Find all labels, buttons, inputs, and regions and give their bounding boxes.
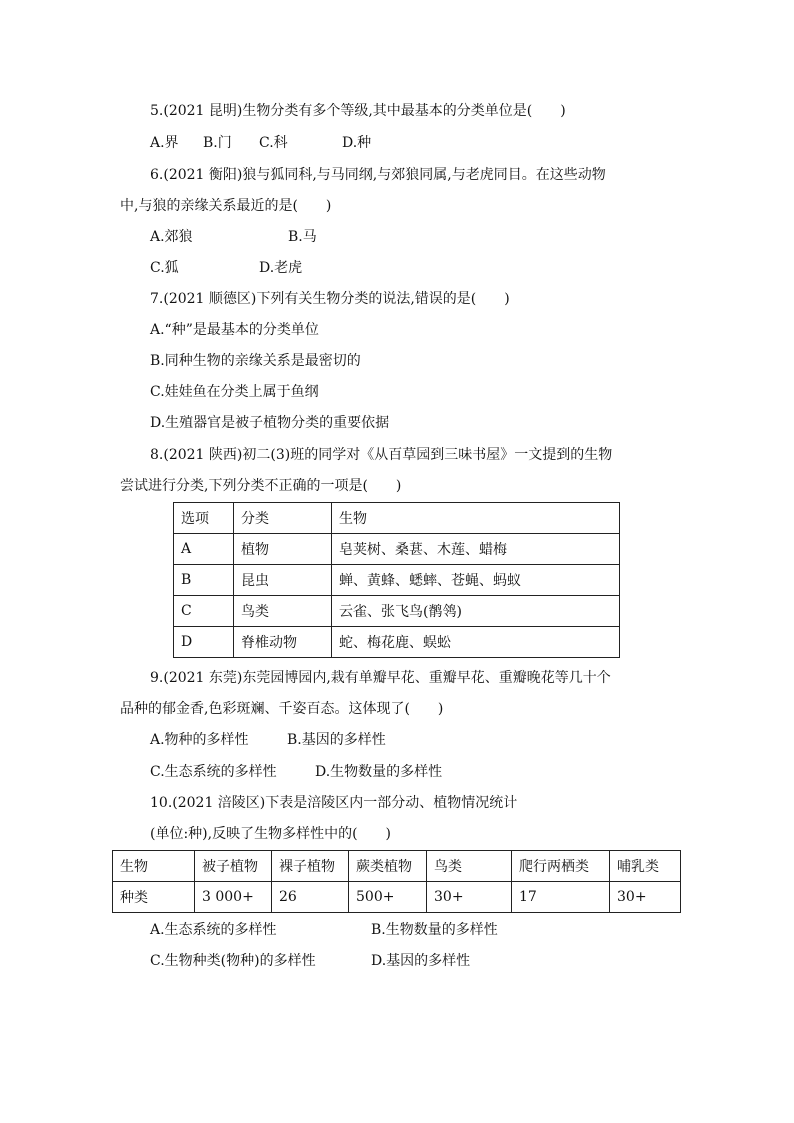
q5-option-a: A.界 bbox=[150, 135, 179, 151]
q6-option-b: B.马 bbox=[288, 229, 317, 245]
table-header-cell: 分类 bbox=[234, 503, 332, 534]
table-cell: 云雀、张飞鸟(鹡鸰) bbox=[332, 596, 620, 627]
q10-stem-line2: (单位:种),反映了生物多样性中的( ) bbox=[150, 826, 392, 842]
q10-option-b: B.生物数量的多样性 bbox=[371, 922, 498, 938]
q10-option-a: A.生态系统的多样性 bbox=[150, 922, 277, 938]
q9-stem-line2: 品种的郁金香,色彩斑斓、千姿百态。这体现了( ) bbox=[120, 701, 444, 717]
q7-option-c: C.娃娃鱼在分类上属于鱼纲 bbox=[150, 384, 319, 400]
q10-option-c: C.生物种类(物种)的多样性 bbox=[150, 953, 316, 969]
q5-option-c: C.科 bbox=[259, 135, 288, 151]
q6-stem-line1: 6.(2021 衡阳)狼与狐同科,与马同纲,与郊狼同属,与老虎同目。在这些动物 bbox=[150, 167, 606, 183]
table-header-cell: 裸子植物 bbox=[272, 851, 349, 882]
table-row bbox=[174, 596, 620, 627]
q5-stem: 5.(2021 昆明)生物分类有多个等级,其中最基本的分类单位是( ) bbox=[150, 103, 566, 119]
table-cell: 500+ bbox=[349, 882, 427, 913]
table-cell: C bbox=[174, 596, 234, 627]
q7-option-d: D.生殖器官是被子植物分类的重要依据 bbox=[150, 415, 390, 431]
table-cell: 30+ bbox=[610, 882, 681, 913]
table-row bbox=[174, 534, 620, 565]
q5-option-d: D.种 bbox=[342, 135, 372, 151]
table-header-cell: 蕨类植物 bbox=[349, 851, 427, 882]
table-header-row bbox=[174, 503, 620, 534]
table-cell: 3 000+ bbox=[195, 882, 272, 913]
table-row bbox=[174, 565, 620, 596]
q7-stem: 7.(2021 顺德区)下列有关生物分类的说法,错误的是( ) bbox=[150, 291, 510, 307]
table-cell: 30+ bbox=[427, 882, 512, 913]
table-header-cell: 选项 bbox=[174, 503, 234, 534]
q9-stem-line1: 9.(2021 东莞)东莞园博园内,栽有单瓣早花、重瓣早花、重瓣晚花等几十个 bbox=[150, 670, 611, 686]
q6-option-c: C.狐 bbox=[150, 260, 179, 276]
q6-stem-line2: 中,与狼的亲缘关系最近的是( ) bbox=[120, 198, 332, 214]
q10-stem-line1: 10.(2021 涪陵区)下表是涪陵区内一部分动、植物情况统计 bbox=[150, 795, 518, 811]
table-header-cell: 爬行两栖类 bbox=[512, 851, 610, 882]
table-header-cell: 生物 bbox=[113, 851, 195, 882]
table-cell: B bbox=[174, 565, 234, 596]
table-cell: 昆虫 bbox=[234, 565, 332, 596]
table-cell: 种类 bbox=[113, 882, 195, 913]
table-header-cell: 被子植物 bbox=[195, 851, 272, 882]
table-header-row bbox=[113, 851, 681, 882]
q9-option-a: A.物种的多样性 bbox=[150, 732, 249, 748]
table-cell: 26 bbox=[272, 882, 349, 913]
table-header-cell: 哺乳类 bbox=[610, 851, 681, 882]
q8-table bbox=[173, 502, 620, 658]
q9-option-b: B.基因的多样性 bbox=[287, 732, 386, 748]
table-cell: 脊椎动物 bbox=[234, 627, 332, 658]
table-row bbox=[113, 882, 681, 913]
q6-option-a: A.郊狼 bbox=[150, 229, 193, 245]
q9-option-c: C.生态系统的多样性 bbox=[150, 764, 277, 780]
table-cell: 蛇、梅花鹿、蜈蚣 bbox=[332, 627, 620, 658]
q8-stem-line2: 尝试进行分类,下列分类不正确的一项是( ) bbox=[120, 478, 402, 494]
table-cell: A bbox=[174, 534, 234, 565]
table-cell: 鸟类 bbox=[234, 596, 332, 627]
table-cell: 植物 bbox=[234, 534, 332, 565]
table-header-cell: 鸟类 bbox=[427, 851, 512, 882]
q6-option-d: D.老虎 bbox=[259, 260, 303, 276]
q9-option-d: D.生物数量的多样性 bbox=[315, 764, 443, 780]
q8-stem-line1: 8.(2021 陕西)初二(3)班的同学对《从百草园到三味书屋》一文提到的生物 bbox=[150, 447, 613, 463]
table-header-cell: 生物 bbox=[332, 503, 620, 534]
table-cell: D bbox=[174, 627, 234, 658]
table-row bbox=[174, 627, 620, 658]
q10-table bbox=[112, 850, 681, 913]
table-cell: 皂荚树、桑葚、木莲、蜡梅 bbox=[332, 534, 620, 565]
table-cell: 蝉、黄蜂、蟋蟀、苍蝇、蚂蚁 bbox=[332, 565, 620, 596]
table-cell: 17 bbox=[512, 882, 610, 913]
q7-option-a: A.“种”是最基本的分类单位 bbox=[150, 322, 319, 338]
q7-option-b: B.同种生物的亲缘关系是最密切的 bbox=[150, 353, 361, 369]
q5-option-b: B.门 bbox=[203, 135, 232, 151]
q10-option-d: D.基因的多样性 bbox=[371, 953, 471, 969]
